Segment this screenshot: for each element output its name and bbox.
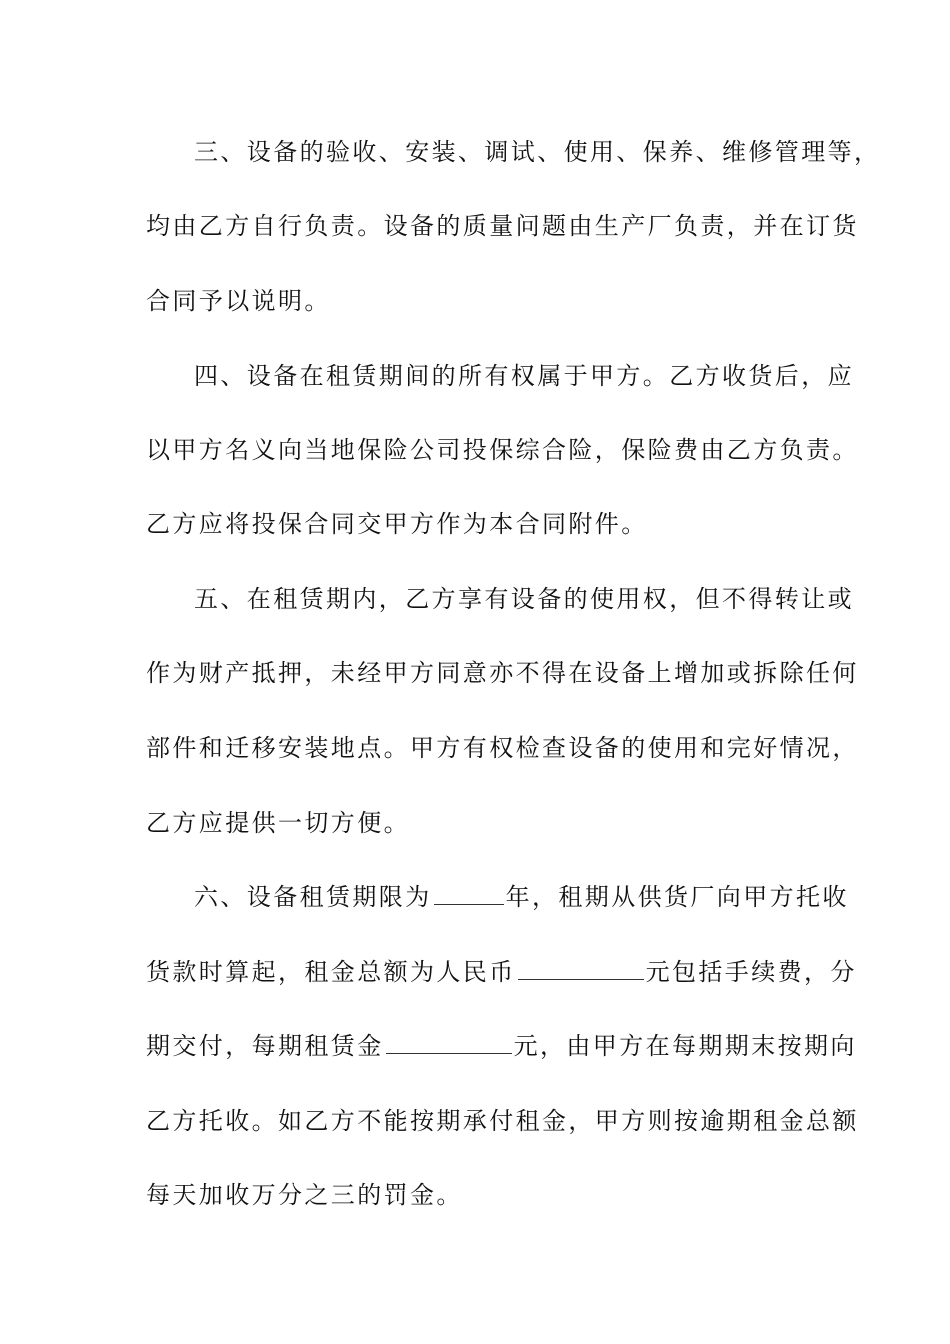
paragraph-6-line-5: 每天加收万分之三的罚金。 [146,1181,463,1209]
paragraph-5-line-4: 乙方应提供一切方便。 [146,809,410,837]
paragraph-6-line-1-part-b: 年，租期从供货厂向甲方托收 [505,883,849,911]
paragraph-5-line-2: 作为财产抵押，未经甲方同意亦不得在设备上增加或拆除任何 [146,659,859,687]
paragraph-6-line-2 [146,957,857,987]
lease-term-blank [434,882,504,905]
paragraph-6-line-3-part-b: 元，由甲方在每期期末按期向 [513,1032,857,1060]
paragraph-4-line-1: 四、设备在租赁期间的所有权属于甲方。乙方收货后，应 [194,362,854,390]
paragraph-5-line-1: 五、在租赁期内，乙方享有设备的使用权，但不得转让或 [194,585,854,613]
paragraph-6-line-2-part-b: 元包括手续费，分 [645,958,857,986]
paragraph-4-line-2: 以甲方名义向当地保险公司投保综合险，保险费由乙方负责。 [146,436,859,464]
paragraph-6-line-1 [194,882,849,912]
installment-rent-blank [386,1031,512,1054]
paragraph-6-line-2-part-a: 货款时算起，租金总额为人民币 [146,958,516,986]
paragraph-5-line-3: 部件和迁移安装地点。甲方有权检查设备的使用和完好情况， [146,734,859,762]
paragraph-3-line-3: 合同予以说明。 [146,287,331,315]
total-rent-blank [518,957,644,980]
paragraph-4-line-3: 乙方应将投保合同交甲方作为本合同附件。 [146,510,648,538]
paragraph-6-line-1-part-a: 六、设备租赁期限为 [194,883,432,911]
paragraph-3-line-1: 三、设备的验收、安装、调试、使用、保养、维修管理等， [194,138,881,166]
paragraph-6-line-3 [146,1031,857,1061]
paragraph-6-line-3-part-a: 期交付，每期租赁金 [146,1032,384,1060]
paragraph-6-line-4: 乙方托收。如乙方不能按期承付租金，甲方则按逾期租金总额 [146,1107,859,1135]
paragraph-3-line-2: 均由乙方自行负责。设备的质量问题由生产厂负责，并在订货 [146,212,859,240]
